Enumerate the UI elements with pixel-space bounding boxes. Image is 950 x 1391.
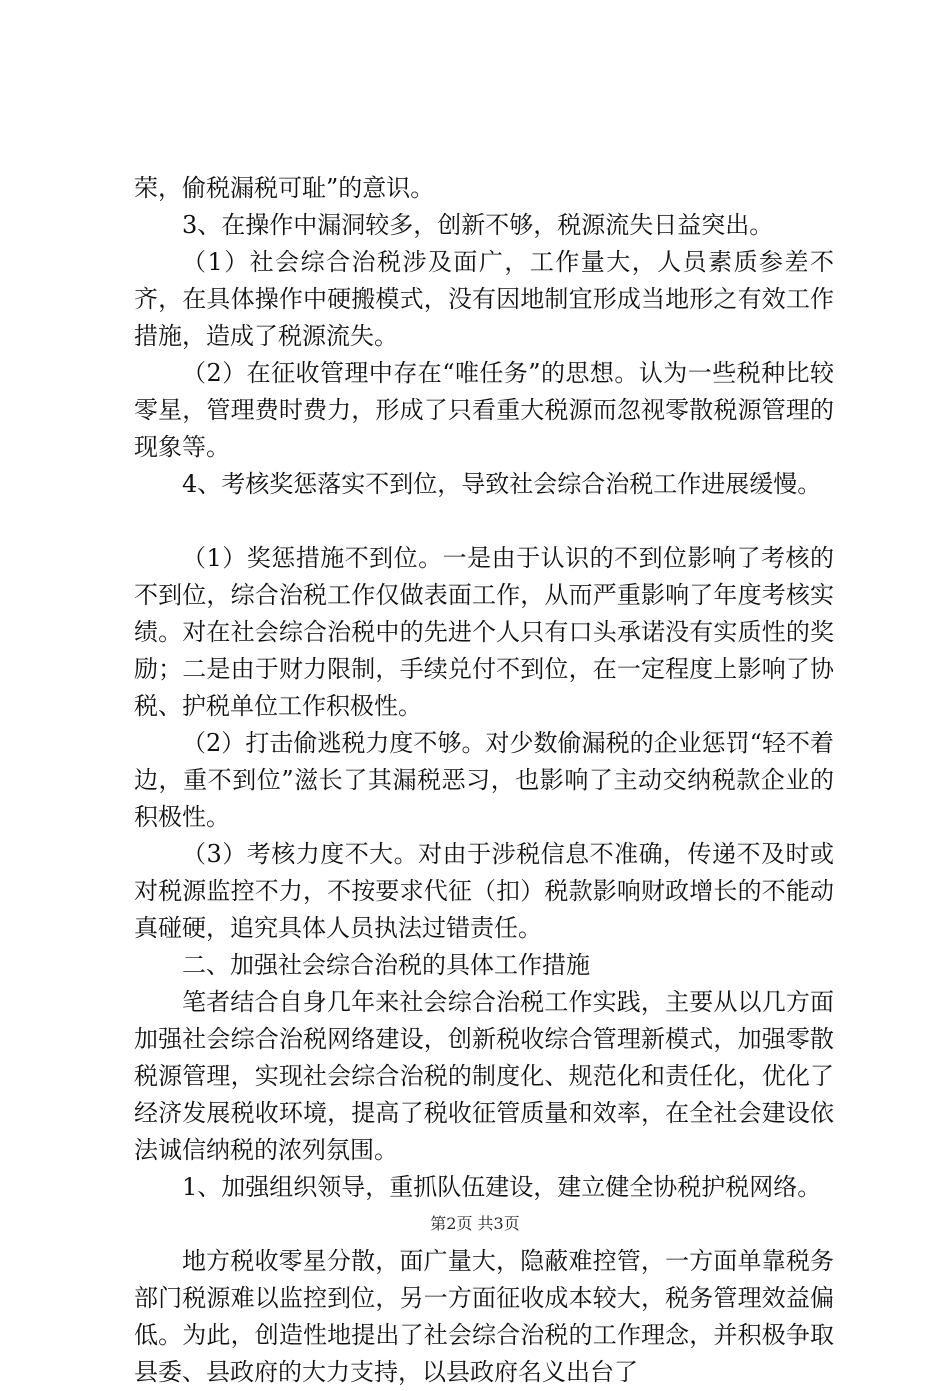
heading-item-4: 4、考核奖惩落实不到位，导致社会综合治税工作进展缓慢。 [182, 470, 822, 498]
section-heading-2: 二、加强社会综合治税的具体工作措施 [182, 951, 590, 979]
document-body [134, 170, 834, 1391]
paragraph-4-1: （1）奖惩措施不到位。一是由于认识的不到位影响了考核的不到位，综合治税工作仅做表面工作，从而严重影响了年度考核实绩。对在社会综合治税中的先进个人只有口头承诺没有实质性的奖励；二是由于财力限制，手续兑付不到位，在一定程度上影响了协税、护税单位工作积极性。 [134, 544, 834, 720]
paragraph-continuation: 荣，偷税漏税可耻”的意识。 [134, 174, 435, 202]
heading-measure-1: 1、加强组织领导，重抓队伍建设，建立健全协税护税网络。 [182, 1173, 822, 1201]
heading-item-3: 3、在操作中漏洞较多，创新不够，税源流失日益突出。 [182, 211, 774, 239]
page-footer: 第2页 共3页 [430, 1214, 520, 1233]
paragraph-measure-1: 地方税收零星分散，面广量大，隐蔽难控管，一方面单靠税务部门税源难以监控到位，另一方面征收成本较大，税务管理效益偏低。为此，创造性地提出了社会综合治税的工作理念，并积极争取县委、县政府的大力支持，以县政府名义出台了 [134, 1247, 834, 1386]
paragraph-4-3: （3）考核力度不大。对由于涉税信息不准确，传递不及时或对税源监控不力，不按要求代征（扣）税款影响财政增长的不能动真碰硬，追究具体人员执法过错责任。 [134, 840, 834, 942]
paragraph-section-2-intro: 笔者结合自身几年来社会综合治税工作实践，主要从以几方面加强社会综合治税网络建设，创新税收综合管理新模式，加强零散税源管理，实现社会综合治税的制度化、规范化和责任化，优化了经济发展税收环境，提高了税收征管质量和效率，在全社会建设依法诚信纳税的浓列氛围。 [134, 988, 834, 1164]
paragraph-3-2: （2）在征收管理中存在“唯任务”的思想。认为一些税种比较零星，管理费时费力，形成了只看重大税源而忽视零散税源管理的现象等。 [134, 359, 834, 461]
paragraph-3-1: （1）社会综合治税涉及面广，工作量大，人员素质参差不齐，在具体操作中硬搬模式，没有因地制宜形成当地形之有效工作措施，造成了税源流失。 [134, 248, 834, 350]
paragraph-4-2: （2）打击偷逃税力度不够。对少数偷漏税的企业惩罚“轻不着边，重不到位”滋长了其漏税恶习，也影响了主动交纳税款企业的积极性。 [134, 729, 834, 831]
